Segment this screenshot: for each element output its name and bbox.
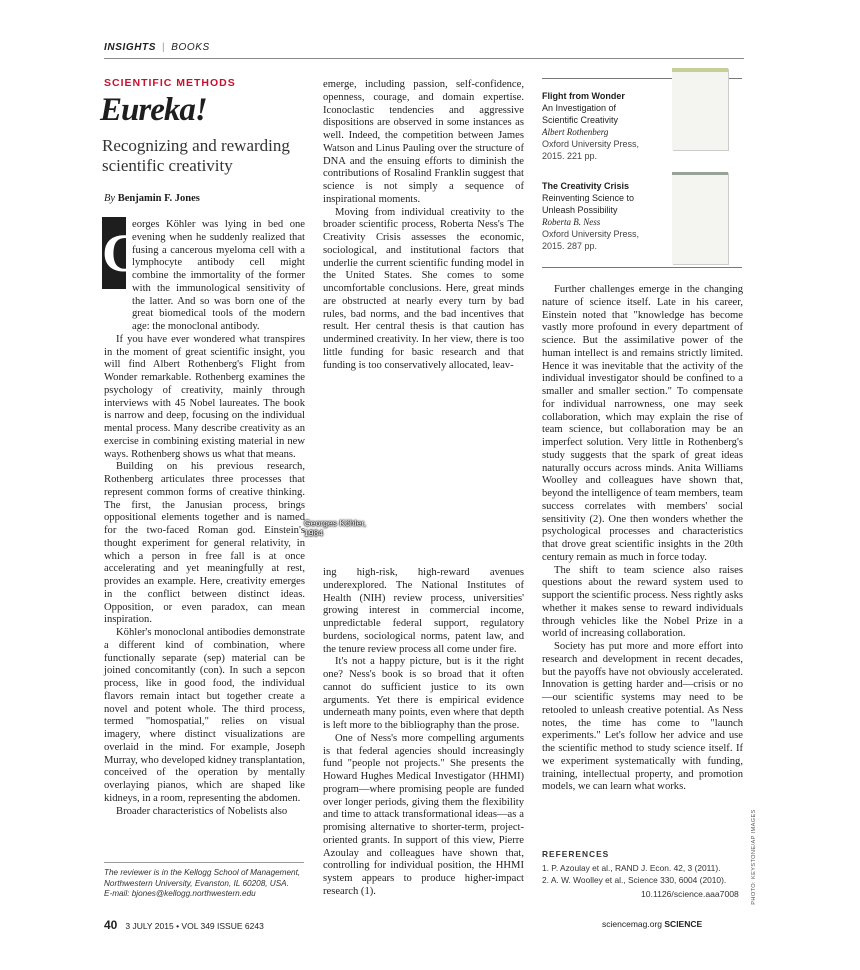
paragraph: It's not a happy picture, but is it the right one? Ness's book is so broad that it often cannot do sufficient justice to its own arguments. Yet there is empirical evidence underneath many points, even where that depth is left more to the bibliography than the prose. — [323, 656, 524, 731]
book-author: Roberta B. Ness — [542, 217, 601, 227]
paragraph: ing high-risk, high-reward avenues underexplored. The National Institutes of Health (NIH) review process, universities' growing interest in commercial income, unpredictable federal support, regulatory burdens, sociological norms, patent law, and the tenure review process all come under fire. — [323, 567, 524, 655]
paragraph: Broader characteristics of Nobelists also — [116, 805, 288, 817]
book-subtitle: An Investigation of — [542, 103, 617, 113]
article-subtitle: Recognizing and rewarding scientific creativity — [102, 136, 290, 175]
book-cover-accent — [672, 172, 728, 175]
book-title: Flight from Wonder — [542, 91, 625, 101]
column-2-bottom — [323, 567, 524, 899]
paragraph-text: eorges Köhler was lying in bed one evening when he suddenly realized that fusing a cancerous myeloma cell with a lymphocyte antibody cell might combine the immortality of the former with the immunological sensitivity of the latter. And so was born one of the great biomedical tools of the modern age: the monoclonal antibody. — [132, 219, 305, 332]
book-info-1 — [542, 90, 672, 162]
reference-item: 1. P. Azoulay et al., RAND J. Econ. 42, 3 (2011). — [542, 863, 721, 873]
footnote-line: E-mail: bjones@kellogg.northwestern.edu — [104, 889, 256, 898]
reviewer-footnote — [104, 862, 304, 900]
book-subtitle: Reinventing Science to — [542, 193, 635, 203]
book-subtitle: Scientific Creativity — [542, 115, 619, 125]
doi: 10.1126/science.aaa7008 — [641, 889, 739, 899]
column-1 — [104, 219, 305, 818]
paragraph: If you have ever wondered what transpires in the moment of great scientific insight, you will find Albert Rothenberg's Flight from Wonder remarkable. Rothenberg examines the psychology of creativity, mainly through interviews with 45 Nobel laureates. The book is narrow and deep, focusing on the individual mental process. Many describe creativity as an exercise in combining existing material in new ways. Rothenberg shows us what that means. — [104, 333, 305, 460]
kicker: SCIENTIFIC METHODS — [104, 77, 236, 89]
paragraph: Society has put more and more effort into research and development in recent decades, but the payoffs have not obviously accelerated. Innovation is getting harder and—crisis or no—our scientific systems may need to be retooled to unleash creative potential. As Ness notes, the time has come to "launch experiments." Let's follow her advice and use the scientific method to study science itself. If we experiment systematically with funding, training, intellectual property, and promotion models, we can learn what works. — [542, 641, 743, 793]
journal-name: SCIENCE — [664, 919, 703, 929]
paragraph: emerge, including passion, self-confidence, openness, courage, and domain expertise. Iconoclastic tendencies and aggressive dispositions are observed in some instances as well. Indeed, the competition between James Watson and Linus Pauling over the structure of DNA and the ensuing efforts to diminish the contributions of Rosalind Franklin suggest that science is not simply a sequence of inspirational moments. — [323, 79, 524, 205]
drop-cap: G — [102, 217, 126, 289]
book-year-pages: 2015. 221 pp. — [542, 151, 598, 161]
footnote-line: Northwestern University, Evanston, IL 60208, USA. — [104, 878, 289, 888]
book-subtitle: Unleash Possibility — [542, 205, 618, 215]
issue-info: 3 JULY 2015 • VOL 349 ISSUE 6243 — [125, 921, 264, 931]
photo-credit-text: PHOTO: KEYSTONE/AP IMAGES — [750, 809, 757, 905]
book-cover-accent — [672, 68, 728, 72]
header-rule — [104, 58, 744, 59]
header-separator: | — [162, 42, 166, 53]
book-publisher: Oxford University Press, — [542, 229, 640, 239]
book-title: The Creativity Crisis — [542, 181, 630, 191]
section-header — [104, 42, 210, 53]
byline — [104, 193, 200, 204]
book-cover — [672, 68, 728, 150]
paragraph: The shift to team science also raises questions about the reward system used to support the scientific process. Ness rightly asks whether it makes sense to reward individuals through vehicles like the Nobel Prize in a world of increasing collaboration. — [542, 564, 743, 640]
column-3 — [542, 284, 743, 794]
sidebar-rule — [542, 267, 742, 268]
page — [90, 30, 770, 945]
reference-item: 2. A. W. Woolley et al., Science 330, 6004 (2010). — [542, 875, 727, 885]
byline-prefix: By — [104, 193, 116, 204]
footnote-line: The reviewer is in the Kellogg School of Management, — [104, 868, 301, 877]
section-label: INSIGHTS — [104, 42, 157, 53]
page-number: 40 — [104, 918, 118, 932]
photo-caption-area — [304, 518, 386, 538]
paragraph: Building on his previous research, Rothenberg articulates three processes that represent common forms of creative thinking. The first, the Janusian process, brings oppositional elements together and is named for the two-faced Roman god. Einstein's thought experiment for general relativity, in which a person in free fall is at once accelerating and yet meaningfully at rest, provides an example. Here, creativity emerges in the conflict between distinct ideas. Opposition, or even paradox, can mean inspiration. — [104, 461, 305, 626]
paragraph: Moving from individual creativity to the broader scientific process, Roberta Ness's The Creativity Crisis assesses the economic, sociological, and institutional factors that underlie the current scientific funding model in the United States. She comes to some uncomfortable conclusions. Here, great minds are obstructed at nearly every turn by bad rules, bad norms, and the bad incentives that result. Her central thesis is that caution has undermined creativity. In her view, there is too little funding for basic research and that funding is too conservatively allocated, leav- — [323, 206, 524, 371]
book-author: Albert Rothenberg — [542, 127, 609, 137]
paragraph: One of Ness's more compelling arguments is that federal agencies should increasingly fund "people not projects." She presents the Howard Hughes Medical Investigator (HHMI) program—where promising people are funded over longer periods, giving them the flexibility and time to attack transformational ideas—as a promising alternative to shorter-term, project-oriented grants. In support of this view, Pierre Azoulay and colleagues have shown that, controlling for individual position, the HHMI system appears to produce higher-impact research (1). — [323, 732, 524, 897]
photo-caption: Georges Köhler, 1984 — [304, 518, 367, 538]
photo-credit — [750, 810, 760, 910]
paragraph — [104, 219, 305, 334]
paragraph: Further challenges emerge in the changing nature of science itself. Late in his career, Einstein noted that "knowledge has become vastly more profound in every department of science. But the assimilative power of the human intellect is and remains strictly limited. Hence it was inevitable that the activity of the individual investigator should be confined to a smaller and smaller section." To compensate for individual narrowness, one may seek collaboration, which may explain the rise of team science, but collaboration may be an imperfect solution. Very little in Rothenberg's study suggests that the spark of great ideas naturally occurs across minds. Anita Williams Woolley and colleagues have shown that, beyond the intelligence of team members, team success correlates with members' social sensitivity (2). One then wonders whether the psychological processes and characteristics that drove great scientific insights in the 20th century remain as much in force today. — [542, 284, 743, 563]
book-cover — [672, 172, 728, 264]
author-name: Benjamin F. Jones — [117, 193, 200, 204]
paragraph: Köhler's monoclonal antibodies demonstrate a different kind of combination, where functionally separate (sep) material can be joined concomitantly (con). In such a sepcon process, like in good food, the individual flavors remain intact but together create a novel and potent whole. The third process, termed "homospatial," relies on visual imagery, where distinct visualizations are overlaid in the mind. For example, Joseph Murray, who developed kidney transplantation, conceived of the operation by mentally overlaying pianos, which are shaped like kidneys, in a room, representing the abdomen. — [104, 627, 305, 804]
references-heading: REFERENCES — [542, 849, 610, 859]
folio-left — [104, 918, 264, 932]
article-title: Eureka! — [100, 92, 207, 128]
book-year-pages: 2015. 287 pp. — [542, 241, 598, 251]
folio-right — [602, 919, 702, 929]
book-info-2 — [542, 180, 672, 252]
subsection-label: BOOKS — [171, 42, 210, 53]
book-publisher: Oxford University Press, — [542, 139, 640, 149]
site-url: sciencemag.org — [602, 919, 663, 929]
column-2-top — [323, 79, 524, 372]
references — [542, 848, 742, 886]
